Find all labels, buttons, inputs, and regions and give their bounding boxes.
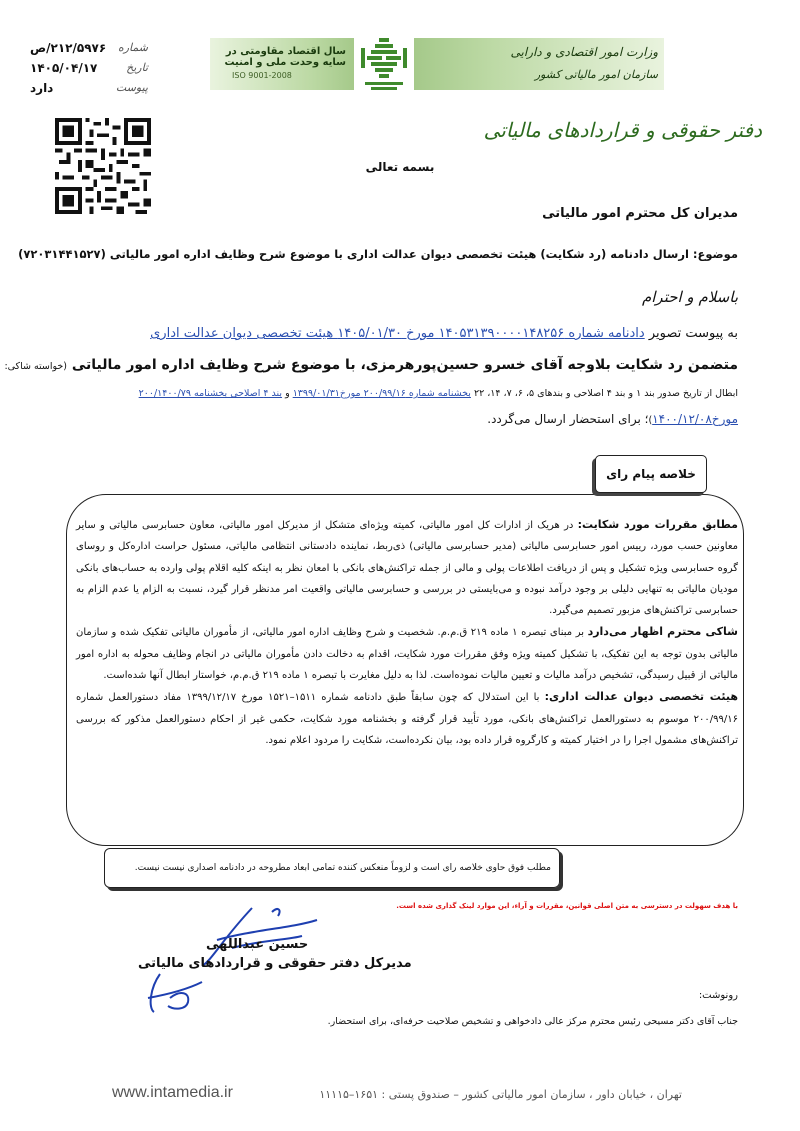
summary-plaintiff-title: شاکی محترم اظهار می‌دارد <box>587 625 738 639</box>
summary-regulation-title: مطابق مقررات مورد شکایت: <box>577 518 738 531</box>
circular-link[interactable]: بخشنامه شماره ۲۰۰/۹۹/۱۶ مورخ۱۳۹۹/۰۱/۳۱ <box>292 388 471 399</box>
slogan-banner <box>210 38 354 90</box>
attachment-label: پیوست <box>115 81 148 94</box>
subject-line: موضوع: ارسال دادنامه (رد شکایت) هیئت تخصصی دیوان عدالت اداری با موضوع شرح وظایف اداره امور مالیاتی (۷۲۰۳۱۴۴۱۵۲۷) <box>18 247 738 261</box>
link-note: با هدف سهولت در دسترسی به متن اصلی قوانین، مقررات و آراء، این موارد لینک گذاری شده است. <box>396 902 738 910</box>
salutation: باسلام و احترام <box>641 288 738 306</box>
verdict-link[interactable]: دادنامه شماره ۱۴۰۵۳۱۳۹۰۰۰۰۱۴۸۲۵۶ مورخ ۱۴۰۵/۰۱/۳۰ هیئت تخصصی دیوان عدالت اداری <box>150 326 645 341</box>
summary-content <box>76 514 738 751</box>
number-value: ۲۱۲/۵۹۷۶/ص <box>30 41 107 55</box>
summary-tab: خلاصه پیام رای <box>595 455 707 493</box>
signatory-name: حسین عبداللهی <box>206 937 309 952</box>
letter-meta <box>30 38 148 98</box>
iso-text: ISO 9001-2008 <box>232 71 292 80</box>
ministry-banner <box>414 38 664 90</box>
complaint-request-label: (خواسته شاکی: <box>4 361 67 372</box>
qr-code-icon[interactable] <box>55 118 151 214</box>
paragraph-request <box>58 388 738 399</box>
summary-board-text: با این استدلال که چون سابقاً طبق دادنامه شماره ۱۵۱۱–۱۵۲۱ مورخ ۱۳۹۹/۱۲/۱۷ مفاد دستورالعمل شماره ۲۰۰/۹۹/۱۶ موسوم به دستورالعمل تراکنش‌های بانکی، مورد تأیید قرار گرفته و بخشنامه مورد شکایت، حکمی غیر از احکام دستورالعمل مذکور که بررسی تراکنش‌های مشمول اجرا را در اختیار کمیته و کارگروه قرار داده بود، بیان نکرده‌است، شکایت را مردود اعلام نمود. <box>76 692 738 746</box>
summary-plaintiff-text: بر مبنای تبصره ۱ ماده ۲۱۹ ق.م.م. شخصیت و شرح وظایف اداره امور مالیاتی، از مأموران مالیاتی تفکیک شده و سازمان مالیاتی بدون توجه به این تفکیک، با تشکیل کمیته ویژه وفق مقررات مورد شکایت، اقدام به دخالت دادن مأموران مالیاتی در انجام وظایف محوله به اداره امور مالیاتی از قبیل رسیدگی، تشخیص درآمد مالیات و تعیین مالیات نموده‌است. لذا به دلیل مغایرت با تبصره ۱ ماده ۲۱۹ ق.م.م، خواستار ابطال آنها شده‌است. <box>76 627 738 682</box>
complaint-rest: ، با موضوع شرح وظایف اداره امور مالیاتی <box>67 357 366 373</box>
attachment-value: دارد <box>30 81 54 95</box>
date-label: تاریخ <box>126 61 148 74</box>
date-value: ۱۴۰۵/۰۴/۱۷ <box>30 61 98 75</box>
footer-address: تهران ، خیابان داور ، سازمان امور مالیاتی کشور – صندوق پستی : ۱۶۵۱–۱۱۱۱۵ <box>319 1088 682 1101</box>
paragraph-complaint <box>4 357 738 373</box>
disclaimer-box <box>104 848 560 888</box>
ministry-name: وزارت امور اقتصادی و دارایی <box>510 45 658 59</box>
summary-regulation-text: در هریک از ادارات کل امور مالیاتی، کمیته ویژه‌ای متشکل از مدیرکل امور مالیاتی، معاون حسابرسی مالیاتی و سایر معاونین حسب مورد، رییس امور حسابرسی مالیاتی (مدیر حسابرسی مالیاتی) ذی‌ربط، نماینده دادستانی انتظامی مالیاتی، مسئول حراست اداره‌کل و روسای گروه حسابرسی ویژه تشکیل و پس از دریافت اطلاعات پولی و مالی از جمله تراکنش‌های بانکی با امعان نظر به اینکه کلیه اقلام پولی وارده به حساب‌های بانکی مودیان مالیاتی به تنهایی دلیلی بر وجود درآمد نبوده و می‌بایستی در بررسی و حسابرسی مالیاتی واقعیت امر مدنظر قرار گیرد، نسبت به الزام یا عدم الزام به حسابرسی تراکنش‌های مزبور تصمیم می‌گیرد. <box>76 520 738 617</box>
organization-logo-icon <box>357 34 411 94</box>
date-row <box>30 58 148 78</box>
number-label: شماره <box>117 41 148 54</box>
summary-board-title: هیئت تخصصی دیوان عدالت اداری: <box>544 690 739 704</box>
initials-signature-icon <box>140 968 210 1018</box>
cc-label: رونوشت: <box>698 990 738 1001</box>
recipient: مدیران کل محترم امور مالیاتی <box>542 206 738 221</box>
disclaimer-text: مطلب فوق حاوی خلاصه رای است و لزوماً منعکس کننده تمامی ابعاد مطروحه در دادنامه اصداری نیست نیست. <box>134 863 551 873</box>
p1-prefix: به پیوست تصویر <box>644 326 738 341</box>
complaint-bold: متضمن رد شکایت بلاوجه آقای خسرو حسین‌پورهرمزی <box>365 357 738 373</box>
summary-plaintiff <box>76 621 738 686</box>
footer-website-link[interactable]: www.intamedia.ir <box>112 1084 233 1101</box>
signatory-title: مدیرکل دفتر حقوقی و قراردادهای مالیاتی <box>138 956 412 971</box>
request-and: و <box>282 388 293 399</box>
bismillah: بسمه تعالی <box>365 160 435 174</box>
cc-text: جناب آقای دکتر مسیحی رئیس محترم مرکز عالی دادخواهی و تشخیص صلاحیت حرفه‌ای، برای استحضار. <box>327 1016 738 1027</box>
closing-paren: ) <box>648 415 653 426</box>
paragraph-closing <box>58 412 738 426</box>
request-text: ابطال از تاریخ صدور بند ۱ و بند ۴ اصلاحی و بندهای ۵، ۶، ۷، ۱۴، ۲۲ <box>470 388 738 399</box>
slogan-text: سال اقتصاد مقاومتی در سایه وحدت ملی و امنیت <box>224 46 346 68</box>
circular-date-link[interactable]: مورخ۱۴۰۰/۱۲/۰۸ <box>652 412 738 426</box>
paragraph-attachment <box>58 326 738 341</box>
amended-clause-link[interactable]: بند ۴ اصلاحی بخشنامه ۲۰۰/۱۴۰۰/۷۹ <box>138 388 283 399</box>
closing-text: ؛ برای استحضار ارسال می‌گردد. <box>487 412 649 426</box>
office-title: دفتر حقوقی و قراردادهای مالیاتی <box>483 118 762 142</box>
attachment-row <box>30 78 148 98</box>
number-row <box>30 38 148 58</box>
summary-board <box>76 686 738 751</box>
organization-name: سازمان امور مالیاتی کشور <box>534 68 658 81</box>
summary-regulation <box>76 514 738 621</box>
